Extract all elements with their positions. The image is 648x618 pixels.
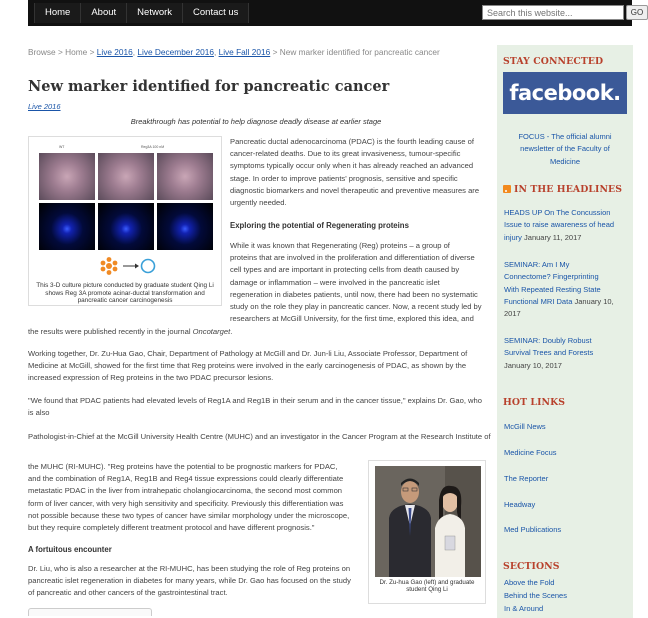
hot-link-mcgill-news[interactable]: McGill News: [504, 422, 546, 431]
article-subtitle: Breakthrough has potential to help diagnose deadly disease at earlier stage: [130, 117, 382, 126]
hot-links-heading: HOT LINKS: [503, 397, 566, 408]
stay-connected-heading: STAY CONNECTED: [503, 56, 604, 67]
breadcrumb-live-2016[interactable]: Live 2016: [96, 47, 133, 57]
intro-paragraph: Pancreatic ductal adenocarcinoma (PDAC) is the fourth leading cause of cancer-related deaths. Due to its great invasiveness, tumour-specific symptoms typically occur only when it has already reached an advanced stage. In order to improve patients' prognosis, sensitive and specific diagnostic biomarkers and novel therapeutic and preventive measures are urgently needed.: [230, 137, 480, 208]
top-nav-bar: [28, 0, 644, 26]
photo-caption: Dr. Zu-hua Gao (left) and graduate student Qing Li: [379, 579, 475, 594]
fluorescence-image: [98, 203, 154, 250]
acinar-ductal-diagram: [99, 256, 159, 276]
researchers-photo: [375, 466, 481, 577]
sidebar: [497, 45, 633, 618]
breadcrumb-home[interactable]: Home: [65, 47, 88, 57]
article-title: New marker identified for pancreatic cancer: [28, 78, 390, 95]
bottom-widget-edge: [28, 608, 152, 616]
figure-caption: This 3-D culture picture conducted by graduate student Qing Li shows Reg 3A promote acinar-ductal transformation and pancreatic cancer carcinogenesis: [36, 282, 214, 304]
nav-home[interactable]: Home: [34, 3, 81, 23]
journal-name: Oncotarget: [192, 327, 231, 336]
section-behind-the-scenes[interactable]: Behind the Scenes: [504, 591, 567, 600]
section-in-and-around[interactable]: In & Around: [504, 604, 544, 613]
nav-contact-us[interactable]: Contact us: [183, 3, 249, 23]
hot-link-medicine-focus[interactable]: Medicine Focus: [504, 448, 557, 457]
paragraph-quote-gao: "We found that PDAC patients had elevated levels of Reg1A and Reg1B in their serum and in the cancer tissue," explains Dr. Gao, who is also: [28, 396, 482, 418]
search-input[interactable]: [482, 5, 624, 20]
article-category-link[interactable]: Live 2016: [28, 102, 61, 111]
breadcrumb-current: New marker identified for pancreatic cancer: [279, 47, 440, 57]
paragraph-pathologist: Pathologist-in-Chief at the McGill University Health Centre (MUHC) and an investigator in the Cancer Program at the Research Institute of: [28, 432, 491, 441]
microscopy-image: [39, 153, 95, 200]
panel-label-wt: WT: [59, 145, 65, 149]
paragraph-journal-line: the results were published recently in the journal Oncotarget.: [28, 327, 233, 336]
sections-heading: SECTIONS: [503, 561, 560, 572]
main-nav: [34, 3, 249, 23]
paragraph-reg-proteins: While it was known that Regenerating (Reg) proteins – a group of proteins that are involved in the proliferation and differentiation of diverse cell types and are important in protecting cells from death caused by damage or inflammation – were involved in the pancreatic islet regeneration in diabetes patients, until now, there had been no systematic study on the role they play in pancreatic cancer. Now, a recent study led by researchers at McGill University, for the first time, explored this idea, and: [230, 241, 482, 324]
hot-link-med-publications[interactable]: Med Publications: [504, 525, 562, 534]
focus-newsletter-link[interactable]: FOCUS - The official alumni newsletter of the Faculty of Medicine: [518, 132, 612, 166]
nav-about[interactable]: About: [81, 3, 127, 23]
panel-label-reg3a: Reg3A 100 nM: [141, 145, 165, 149]
fluorescence-image: [39, 203, 95, 250]
breadcrumb-live-december-2016[interactable]: Live December 2016: [137, 47, 214, 57]
breadcrumb: Browse > Home > Live 2016, Live December 2016, Live Fall 2016 > New marker identified for pancreatic cancer: [28, 47, 440, 57]
fluorescence-image: [157, 203, 213, 250]
section-heading-encounter: A fortuitous encounter: [28, 545, 112, 554]
hot-link-the-reporter[interactable]: The Reporter: [504, 474, 549, 483]
headline-survival-trees[interactable]: SEMINAR: Doubly Robust Survival Trees and Forests January 10, 2017: [504, 336, 594, 370]
figure-researchers-photo: [368, 460, 486, 604]
figure-3d-culture: [28, 136, 222, 306]
nav-network[interactable]: Network: [127, 3, 183, 23]
facebook-logo[interactable]: facebook.: [503, 72, 627, 114]
headline-connectome[interactable]: SEMINAR: Am I My Connectome? Fingerprinting With Repeated Resting State Functional MRI Data January 10, 2017: [504, 260, 614, 319]
hot-link-headway[interactable]: Headway: [504, 500, 536, 509]
section-heading-regenerating: Exploring the potential of Regenerating proteins: [230, 221, 409, 230]
headline-concussion[interactable]: HEADS UP On The Concussion Issue to raise awareness of head injury January 11, 2017: [504, 208, 615, 242]
paragraph-working-together: Working together, Dr. Zu-Hua Gao, Chair, Department of Pathology at McGill and Dr. Jun-li Liu, Associate Professor, Department of Medicine at McGill, showed for the first time that Reg proteins were involved in the early carcinogenesis of PDAC, as shown by the increased expression of Reg proteins in the two PDAC precursor lesions.: [28, 349, 468, 383]
search-go-button[interactable]: GO: [626, 5, 648, 20]
rss-icon[interactable]: [503, 185, 511, 193]
microscopy-panels: [39, 145, 213, 251]
microscopy-image: [98, 153, 154, 200]
breadcrumb-live-fall-2016[interactable]: Live Fall 2016: [218, 47, 271, 57]
breadcrumb-browse: Browse: [28, 47, 56, 57]
paragraph-prognostic-markers: the MUHC (RI-MUHC). "Reg proteins have the potential to be prognostic markers for PDAC, and the combination of Reg1A, Reg1B and Reg4 tissue expressions could clearly differentiate metastatic PDAC in the liver from intrahepatic cholangiocarcinoma, the second most common form of liver cancer, with very high sensitivity and specificity. Previously this differentiation was not possible because these two types of cancer have similar morphology under the microscope, but they require completely different treatment protocol and have different prognosis.": [28, 462, 350, 533]
microscopy-image: [157, 153, 213, 200]
section-above-the-fold[interactable]: Above the Fold: [504, 578, 555, 587]
headlines-heading: IN THE HEADLINES: [514, 184, 623, 195]
paragraph-dr-liu: Dr. Liu, who is also a researcher at the RI-MUHC, has been studying the role of Reg proteins on pancreatic islet regeneration in diabetes for many years, while Dr. Gao has focused on the study of pancreatic and other cancers of the gastrointestinal tract.: [28, 564, 351, 598]
